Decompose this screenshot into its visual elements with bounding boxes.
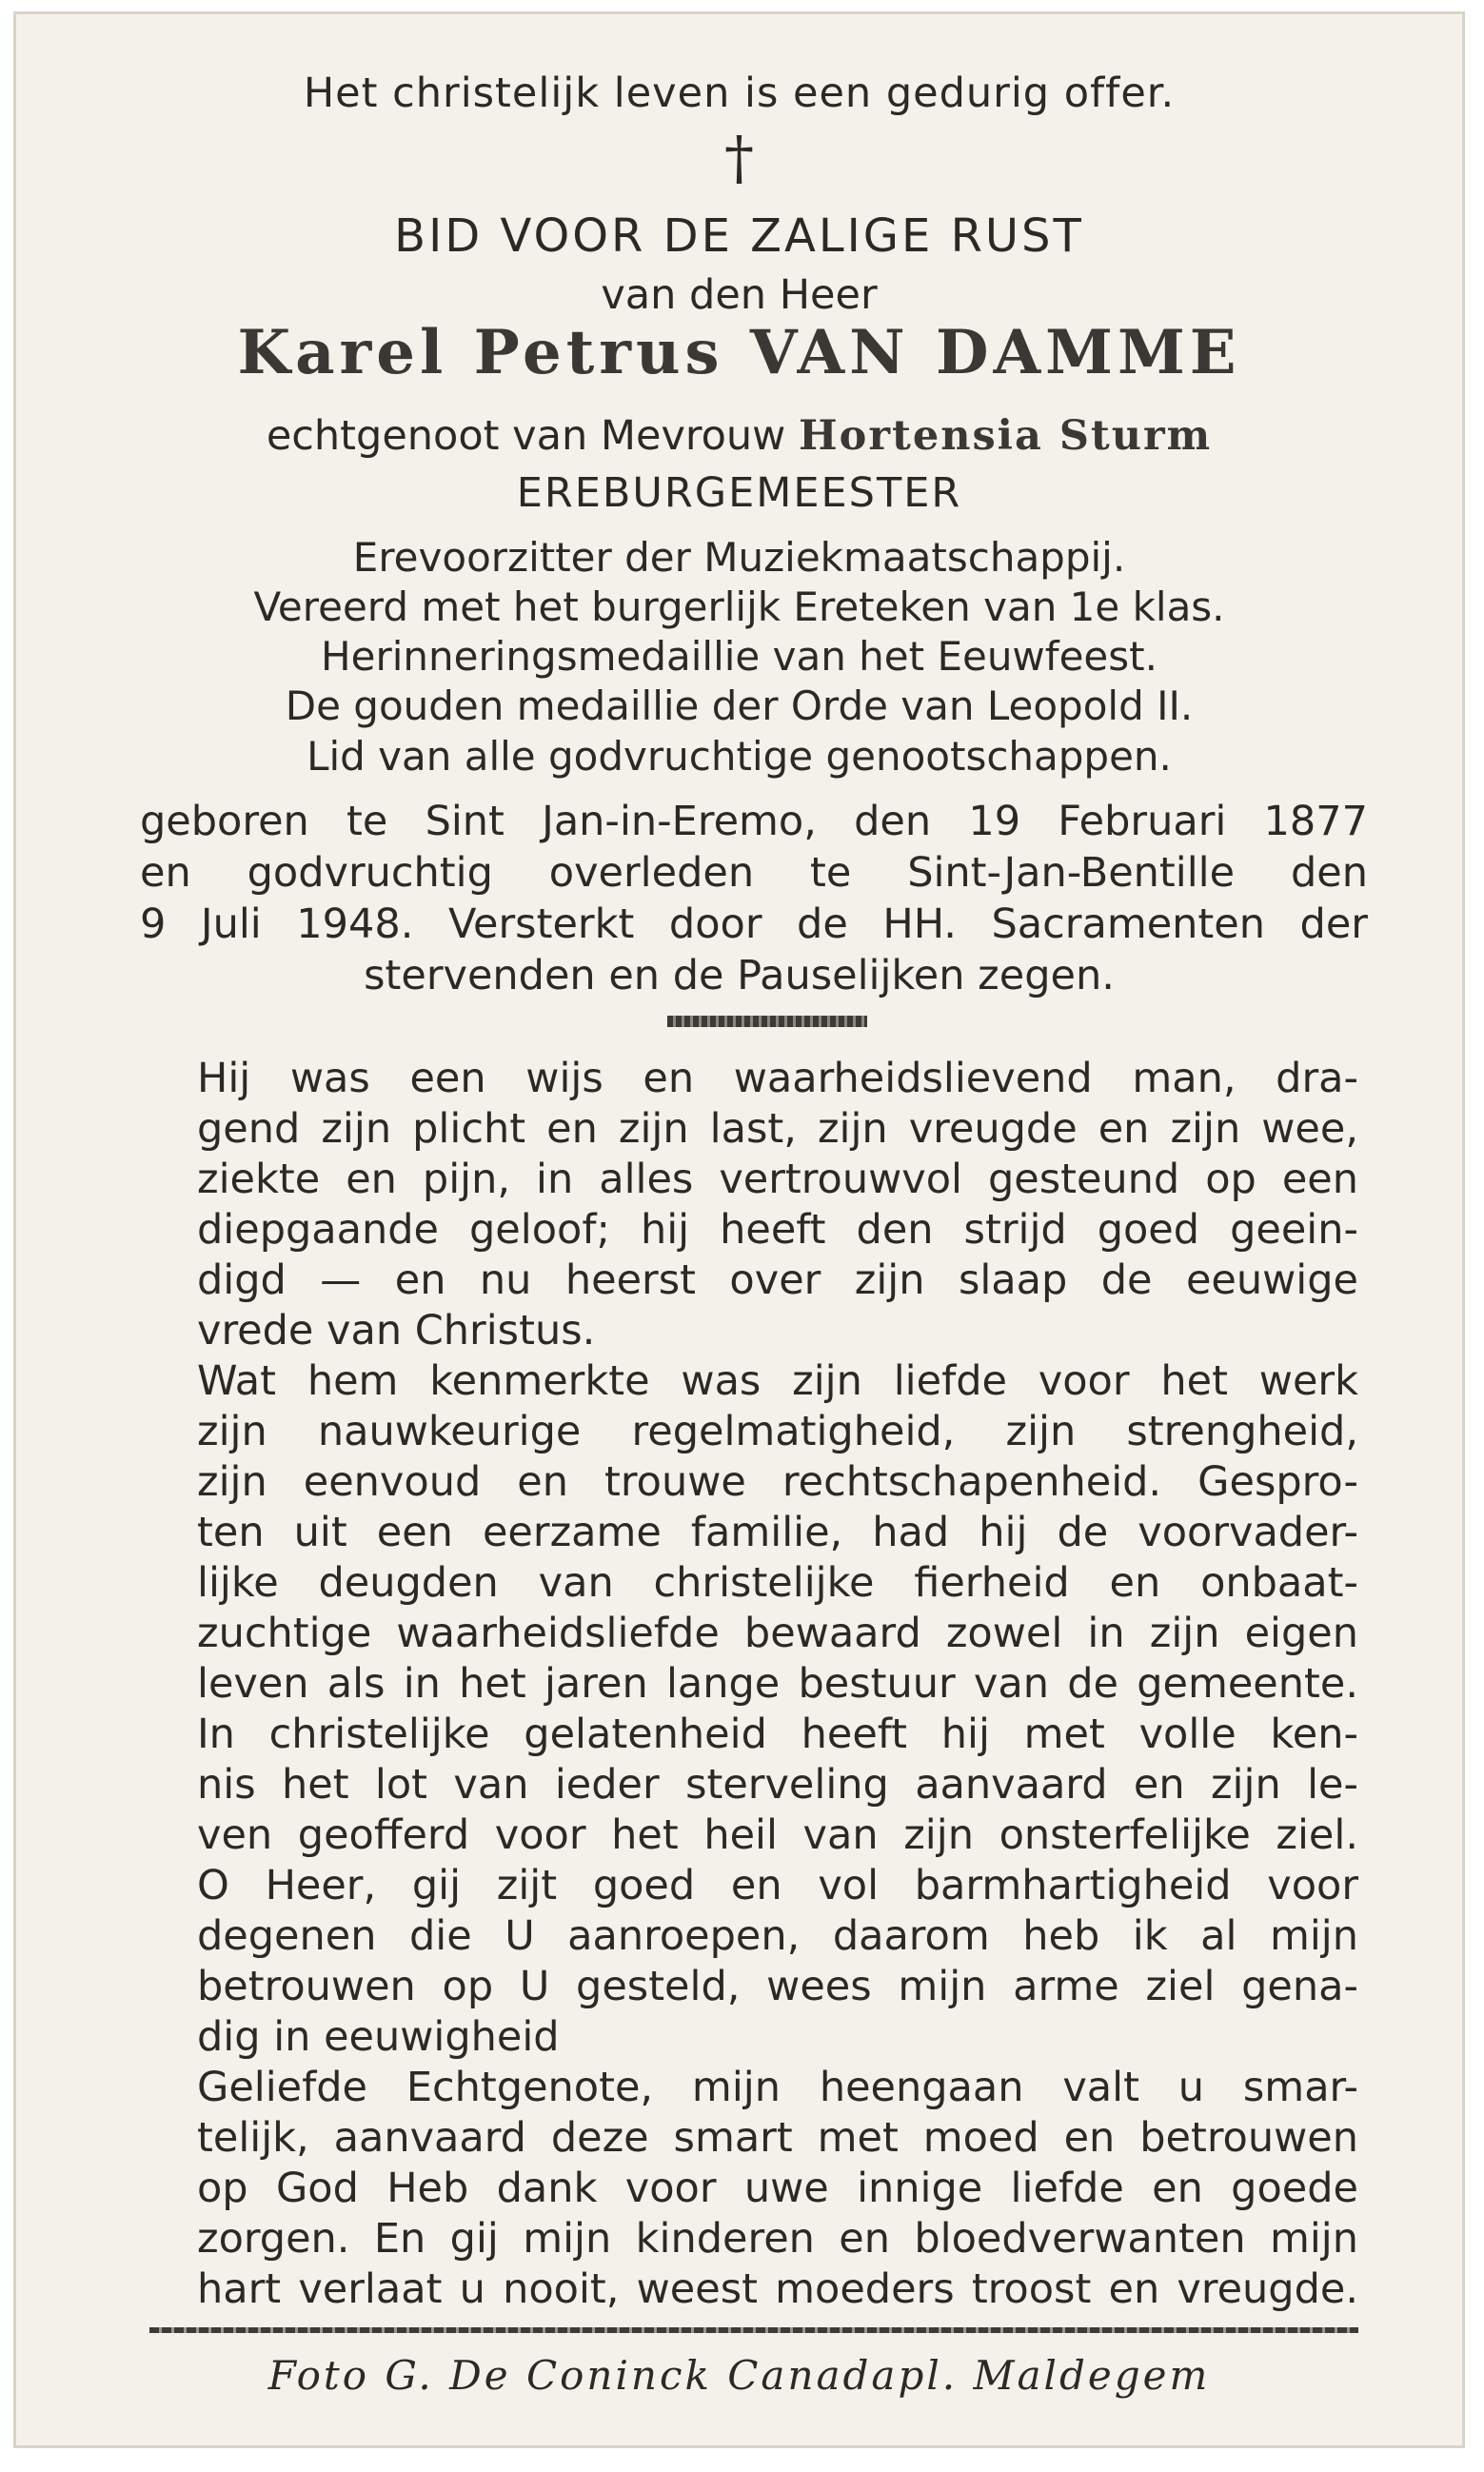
photographer-credit: Foto G. De Coninck Canadapl. Maldegem bbox=[267, 2352, 1211, 2399]
dates-line: en godvruchtig overleden te Sint-Jan-Bentille den bbox=[140, 849, 1368, 897]
body-line: O Heer, gij zijt goed en vol barmhartigheid voor bbox=[197, 1862, 1358, 1909]
body-line: diepgaande geloof; hij heeft den strijd goed geein- bbox=[197, 1206, 1358, 1254]
body-line: gend zijn plicht en zijn last, zijn vreugde en zijn wee, bbox=[197, 1105, 1358, 1153]
honour-line: Vereerd met het burgerlijk Ereteken van 1e klas. bbox=[253, 583, 1225, 630]
body-line: op God Heb dank voor uwe innige liefde en goede bbox=[197, 2165, 1358, 2212]
honour-line: De gouden medaillie der Orde van Leopold II. bbox=[285, 682, 1194, 729]
spouse-prefix: echtgenoot van Mevrouw bbox=[266, 412, 786, 460]
body-line: telijk, aanvaard deze smart met moed en betrouwen bbox=[197, 2114, 1358, 2162]
deceased-name: Karel Petrus VAN DAMME bbox=[237, 317, 1241, 388]
prayer-heading: BID VOOR DE ZALIGE RUST bbox=[394, 209, 1084, 263]
body-line: zorgen. En gij mijn kinderen en bloedverwanten mijn bbox=[197, 2215, 1358, 2263]
body-line: zuchtige waarheidsliefde bewaard zowel in zijn eigen bbox=[197, 1610, 1358, 1657]
body-line: lijke deugden van christelijke fierheid en onbaat- bbox=[197, 1559, 1358, 1607]
body-line: Hij was een wijs en waarheidslievend man, dra- bbox=[197, 1055, 1358, 1102]
dates-line: 9 Juli 1948. Versterkt door de HH. Sacramenten der bbox=[140, 900, 1368, 948]
motto: Het christelijk leven is een gedurig offer. bbox=[303, 69, 1176, 117]
body-line: vrede van Christus. bbox=[197, 1307, 596, 1355]
body-line: zijn nauwkeurige regelmatigheid, zijn strengheid, bbox=[197, 1408, 1358, 1455]
body-line: zijn eenvoud en trouwe rechtschapenheid. Gespro- bbox=[197, 1458, 1358, 1506]
title: EREBURGEMEESTER bbox=[516, 469, 962, 517]
body-line: ziekte en pijn, in alles vertrouwvol gesteund op een bbox=[197, 1156, 1358, 1203]
body-line: ven geofferd voor het heil van zijn onsterfelijke ziel. bbox=[197, 1811, 1358, 1859]
dates-line: geboren te Sint Jan-in-Eremo, den 19 Februari 1877 bbox=[140, 798, 1368, 845]
body-line: ten uit een eerzame familie, had hij de voorvader- bbox=[197, 1509, 1358, 1556]
footer-rule bbox=[149, 2327, 1358, 2333]
honour-line: Herinneringsmedaillie van het Eeuwfeest. bbox=[321, 633, 1158, 680]
body-line: Geliefde Echtgenote, mijn heengaan valt u smar- bbox=[197, 2064, 1358, 2111]
body-line: dig in eeuwigheid bbox=[197, 2013, 560, 2061]
body-line: degenen die U aanroepen, daarom heb ik al mijn bbox=[197, 1912, 1358, 1960]
van-den-heer: van den Heer bbox=[601, 271, 878, 319]
body-line: betrouwen op U gesteld, wees mijn arme ziel gena- bbox=[197, 1963, 1358, 2010]
dates-line: stervenden en de Pauselijken zegen. bbox=[364, 952, 1115, 999]
body-line: In christelijke gelatenheid heeft hij met volle ken- bbox=[197, 1711, 1358, 1758]
ornament-divider bbox=[667, 1016, 867, 1027]
memorial-card bbox=[13, 11, 1465, 2448]
body-line: leven als in het jaren lange bestuur van de gemeente. bbox=[197, 1660, 1358, 1708]
body-line: Wat hem kenmerkte was zijn liefde voor het werk bbox=[197, 1357, 1358, 1405]
body-line: hart verlaat u nooit, weest moeders troost en vreugde. bbox=[197, 2265, 1358, 2313]
body-line: digd — en nu heerst over zijn slaap de eeuwige bbox=[197, 1256, 1358, 1304]
honour-line: Erevoorzitter der Muziekmaatschappij. bbox=[352, 534, 1126, 581]
cross-icon: † bbox=[724, 123, 754, 192]
spouse-line bbox=[16, 412, 1462, 460]
honour-line: Lid van alle godvruchtige genootschappen. bbox=[307, 733, 1172, 780]
spouse-name: Hortensia Sturm bbox=[799, 412, 1213, 460]
body-line: nis het lot van ieder sterveling aanvaard en zijn le- bbox=[197, 1761, 1358, 1809]
